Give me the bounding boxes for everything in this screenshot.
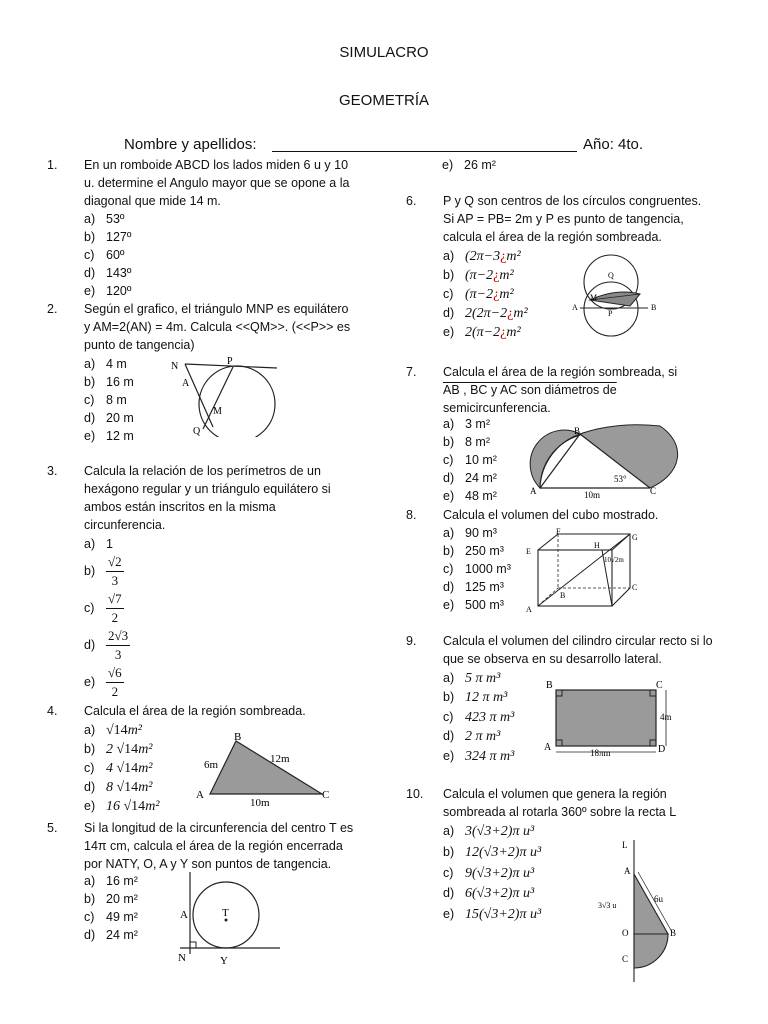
figure-lunes (528, 412, 690, 504)
option-1c[interactable]: c) 60º (84, 248, 125, 262)
question-number: 4. (47, 704, 58, 718)
fig-label: 53° (614, 474, 627, 484)
fig-label: Q (608, 271, 614, 280)
option-9c[interactable]: c) 423 π m³ (443, 710, 515, 725)
option-4a[interactable]: a) √14m² (84, 723, 142, 738)
option-1b[interactable]: b) 127º (84, 230, 132, 244)
fig-label: N (178, 952, 186, 964)
fig-label: A (182, 378, 190, 389)
question-7-text: Calcula el área de la región sombreada, si AB , BC y AC son diámetros de semicircunferencia. (443, 365, 678, 415)
fig-label: 4m (660, 712, 672, 722)
option-6b[interactable]: b) (π−2¿m² (443, 268, 514, 283)
option-9e[interactable]: e) 324 π m³ (443, 749, 515, 764)
figure-rectangle (540, 676, 685, 762)
question-number: 10. (406, 787, 424, 801)
option-1a[interactable]: a) 53º (84, 212, 125, 226)
question-8-text: Calcula el volumen del cubo mostrado. (443, 508, 659, 522)
option-1e[interactable]: e) 120º (84, 284, 132, 298)
name-label: Nombre y apellidos: (124, 136, 257, 153)
option-4e[interactable]: e) 16 √14m² (84, 799, 160, 814)
option-10e[interactable]: e) 15(√3+2)π u³ (443, 907, 542, 922)
fig-label: F (556, 527, 561, 536)
fig-label: 12m (270, 753, 290, 765)
fig-label: 6m (204, 759, 219, 771)
fig-label: 18πm (590, 748, 611, 758)
fig-label: 6u (654, 894, 663, 904)
option-1d[interactable]: d) 143º (84, 266, 132, 280)
fig-label: B (234, 731, 242, 743)
question-number: 5. (47, 821, 58, 835)
fig-label: C (632, 583, 638, 592)
fig-label: B (560, 591, 566, 600)
question-number: 3. (47, 464, 58, 478)
option-6c[interactable]: c) (π−2¿m² (443, 287, 514, 302)
option-7c[interactable]: c) 10 m² (443, 453, 497, 467)
subject-title: GEOMETRÍA (338, 92, 429, 109)
figure-circle-tangent (165, 352, 285, 437)
option-8a[interactable]: a) 90 m³ (443, 526, 497, 540)
question-number: 7. (406, 365, 417, 379)
fig-label: A (544, 742, 552, 753)
year-label: Año: 4to. (583, 136, 644, 153)
question-number: 2. (47, 302, 58, 316)
option-2e[interactable]: e) 12 m (84, 429, 134, 443)
question-number: 9. (406, 634, 417, 648)
option-3e[interactable]: e) $\frac{√6}{2}$ (84, 665, 122, 699)
option-2a[interactable]: a) 4 m (84, 357, 127, 371)
option-4c[interactable]: c) 4 √14m² (84, 761, 153, 776)
figure-circle-corner (176, 868, 286, 968)
option-5d[interactable]: d) 24 m² (84, 928, 138, 942)
option-7b[interactable]: b) 8 m² (443, 435, 490, 449)
figure-two-circles (568, 248, 664, 344)
fig-label: G (632, 533, 638, 542)
option-7e[interactable]: e) 48 m² (443, 489, 497, 503)
fig-label: N (171, 361, 179, 372)
option-6a[interactable]: a) (2π−3¿m² (443, 249, 521, 264)
fig-label: 10m (250, 797, 270, 809)
fig-label: Q (193, 426, 201, 437)
figure-rotation (596, 836, 688, 986)
fig-label: C (656, 680, 663, 691)
fig-label: Y (220, 955, 228, 967)
option-5a[interactable]: a) 16 m² (84, 874, 138, 888)
option-6e[interactable]: e) 2(π−2¿m² (443, 325, 521, 340)
option-10a[interactable]: a) 3(√3+2)π u³ (443, 824, 535, 839)
option-3b[interactable]: b) $\frac{√2}{3}$ (84, 554, 122, 588)
fig-label: B (651, 303, 657, 312)
fig-label: 10m (584, 490, 601, 500)
fig-label: A (572, 303, 578, 312)
option-5c[interactable]: c) 49 m² (84, 910, 138, 924)
option-10d[interactable]: d) 6(√3+2)π u³ (443, 886, 535, 901)
option-8e[interactable]: e) 500 m³ (443, 598, 504, 612)
question-number: 1. (47, 158, 58, 172)
fig-label: C (622, 954, 629, 964)
option-8c[interactable]: c) 1000 m³ (443, 562, 511, 576)
figure-cube (522, 526, 650, 616)
fig-label: A (180, 909, 188, 921)
fig-label: H (594, 541, 600, 550)
fig-label: C (322, 789, 330, 801)
option-8d[interactable]: d) 125 m³ (443, 580, 504, 594)
option-5b[interactable]: b) 20 m² (84, 892, 138, 906)
fig-label: 3√3 u (598, 901, 617, 910)
question-number: 6. (406, 194, 417, 208)
fig-label: 10√2m (604, 556, 624, 564)
fig-label: B (670, 928, 677, 938)
option-10b[interactable]: b) 12(√3+2)π u³ (443, 845, 542, 860)
option-4b[interactable]: b) 2 √14m² (84, 742, 153, 757)
option-10c[interactable]: c) 9(√3+2)π u³ (443, 866, 535, 881)
page-title: SIMULACRO (339, 44, 429, 61)
question-1-text: En un romboide ABCD los lados miden 6 u y 10 u. determine el Angulo mayor que se opone a la diagonal que mide 14 m. (84, 158, 350, 208)
figure-triangle (192, 728, 342, 810)
option-4d[interactable]: d) 8 √14m² (84, 780, 153, 795)
option-2b[interactable]: b) 16 m (84, 375, 134, 389)
fig-label: A (530, 486, 537, 496)
option-2d[interactable]: d) 20 m (84, 411, 134, 425)
option-2c[interactable]: c) 8 m (84, 393, 127, 407)
fig-label: L (622, 840, 628, 850)
fig-label: B (546, 680, 553, 691)
fig-label: O (622, 928, 629, 938)
option-3d[interactable]: d) $\frac{2√3}{3}$ (84, 628, 129, 662)
fig-label: D (658, 744, 666, 755)
fig-label: P (227, 356, 233, 367)
option-9b[interactable]: b) 12 π m³ (443, 690, 508, 705)
fig-label: B (574, 426, 581, 436)
fig-label: M (590, 293, 598, 302)
fig-label: A (624, 866, 631, 876)
fig-label: M (213, 406, 222, 417)
fig-label: P (608, 309, 613, 318)
option-9d[interactable]: d) 2 π m³ (443, 729, 501, 744)
question-3-text: Calcula la relación de los perímetros de un hexágono regular y un triángulo equilátero si ambos están inscritos en la misma circunferencia. (84, 464, 331, 532)
question-2-text: Según el grafico, el triángulo MNP es equilátero y AM=2(AN) = 4m. Calcula <<QM>>. (<<P>> es punto de tangencia) (84, 302, 351, 352)
option-7d[interactable]: d) 24 m² (443, 471, 497, 485)
question-5-text: Si la longitud de la circunferencia del centro T es 14π cm, calcula el área de la región encerrada por NATY, O, A y Y son puntos de tangencia. (84, 821, 354, 871)
question-4-text: Calcula el área de la región sombreada. (84, 704, 306, 718)
option-7a[interactable]: a) 3 m² (443, 417, 490, 431)
question-6-text: P y Q son centros de los círculos congruentes. Si AP = PB= 2m y P es punto de tangencia, calcula el área de la región sombreada. (443, 194, 702, 244)
question-9-text: Calcula el volumen del cilindro circular recto si lo que se observa en su desarrollo lateral. (443, 634, 713, 666)
option-3a[interactable]: a) 1 (84, 537, 113, 551)
option-6d[interactable]: d) 2(2π−2¿m² (443, 306, 528, 321)
name-field[interactable] (272, 151, 577, 152)
option-8b[interactable]: b) 250 m³ (443, 544, 504, 558)
fig-label: T (222, 907, 229, 919)
question-10-text: Calcula el volumen que genera la región sombreada al rotarla 360º sobre la recta L (443, 787, 677, 819)
option-5e[interactable]: e) 26 m² (442, 158, 496, 172)
fig-label: A (526, 605, 532, 614)
option-3c[interactable]: c) $\frac{√7}{2}$ (84, 591, 122, 625)
fig-label: A (196, 789, 204, 801)
option-9a[interactable]: a) 5 π m³ (443, 671, 501, 686)
fig-label: C (650, 486, 657, 496)
fig-label: E (526, 547, 531, 556)
question-number: 8. (406, 508, 417, 522)
